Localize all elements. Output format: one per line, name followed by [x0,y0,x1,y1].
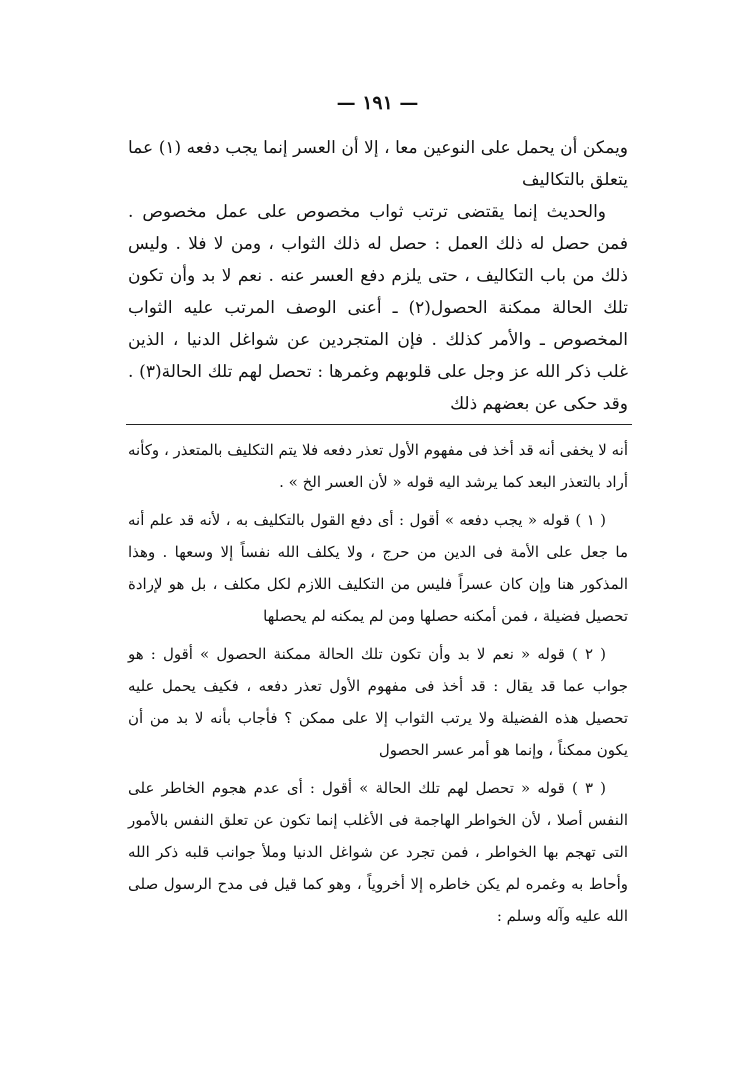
footnote-divider [126,424,632,425]
main-paragraph: ويمكن أن يحمل على النوعين معا ، إلا أن العسر إنما يجب دفعه (١) عما يتعلق بالتكاليف [128,138,629,190]
footnote-3: ( ٣ ) قوله « تحصل لهم تلك الحالة » أقول : أى عدم هجوم الخاطر على النفس أصلا ، لأن الخواطر الهاجمة فى الأغلب إنما تكون عن تعلق النفس بالأمور التى تهجم بها الخواطر ، فمن تجرد عن شواغل الدنيا وملأ جوانب قلبه ذكر الله وأحاط به وغمره لم يكن خاطره إلا أخروياً ، وهو كما قيل فى مدح الرسول صلى الله عليه وآله وسلم : [128,779,628,925]
main-text [128,132,628,420]
footnote-2: ( ٢ ) قوله « نعم لا بد وأن تكون تلك الحالة ممكنة الحصول » أقول : هو جواب عما قد يقال : قد أخذ فى مفهوم الأول تعذر دفعه ، فكيف يحمل عليه تحصيل هذه الفضيلة ولا يرتب الثواب إلا على ممكن ؟ فأجاب بأنه لا بد من أن يكون ممكناً ، وإنما هو أمر عسر الحصول [128,645,628,759]
page-number: — ١٩١ — [336,92,419,114]
footnote-intro: أنه لا يخفى أنه قد أخذ فى مفهوم الأول تعذر دفعه فلا يتم التكليف بالمتعذر ، وكأنه أراد بالتعذر البعد كما يرشد اليه قوله « لأن العسر الخ » . [128,441,628,491]
footnote-1: ( ١ ) قوله « يجب دفعه » أقول : أى دفع القول بالتكليف به ، لأنه قد علم أنه ما جعل على الأمة فى الدين من حرج ، ولا يكلف الله نفساً إلا وسعها . وهذا المذكور هنا وإن كان عسراً فليس من التكليف اللازم لكل مكلف ، بل هو لإرادة تحصيل فضيلة ، فمن أمكنه حصلها ومن لم يمكنه لم يحصلها [128,511,628,625]
footnotes [128,434,628,938]
main-paragraph: والحديث إنما يقتضى ترتب ثواب مخصوص على عمل مخصوص . فمن حصل له ذلك العمل : حصل له ذلك الثواب ، ومن لا فلا . وليس ذلك من باب التكاليف ، حتى يلزم دفع العسر عنه . نعم لا بد وأن تكون تلك الحالة ممكنة الحصول(٢) ـ أعنى الوصف المرتب عليه الثواب المخصوص ـ والأمر كذلك . فإن المتجردين عن شواغل الدنيا ، الذين غلب ذكر الله عز وجل على قلوبهم وغمرها : تحصل لهم تلك الحالة(٣) . وقد حكى عن بعضهم ذلك [128,202,628,414]
